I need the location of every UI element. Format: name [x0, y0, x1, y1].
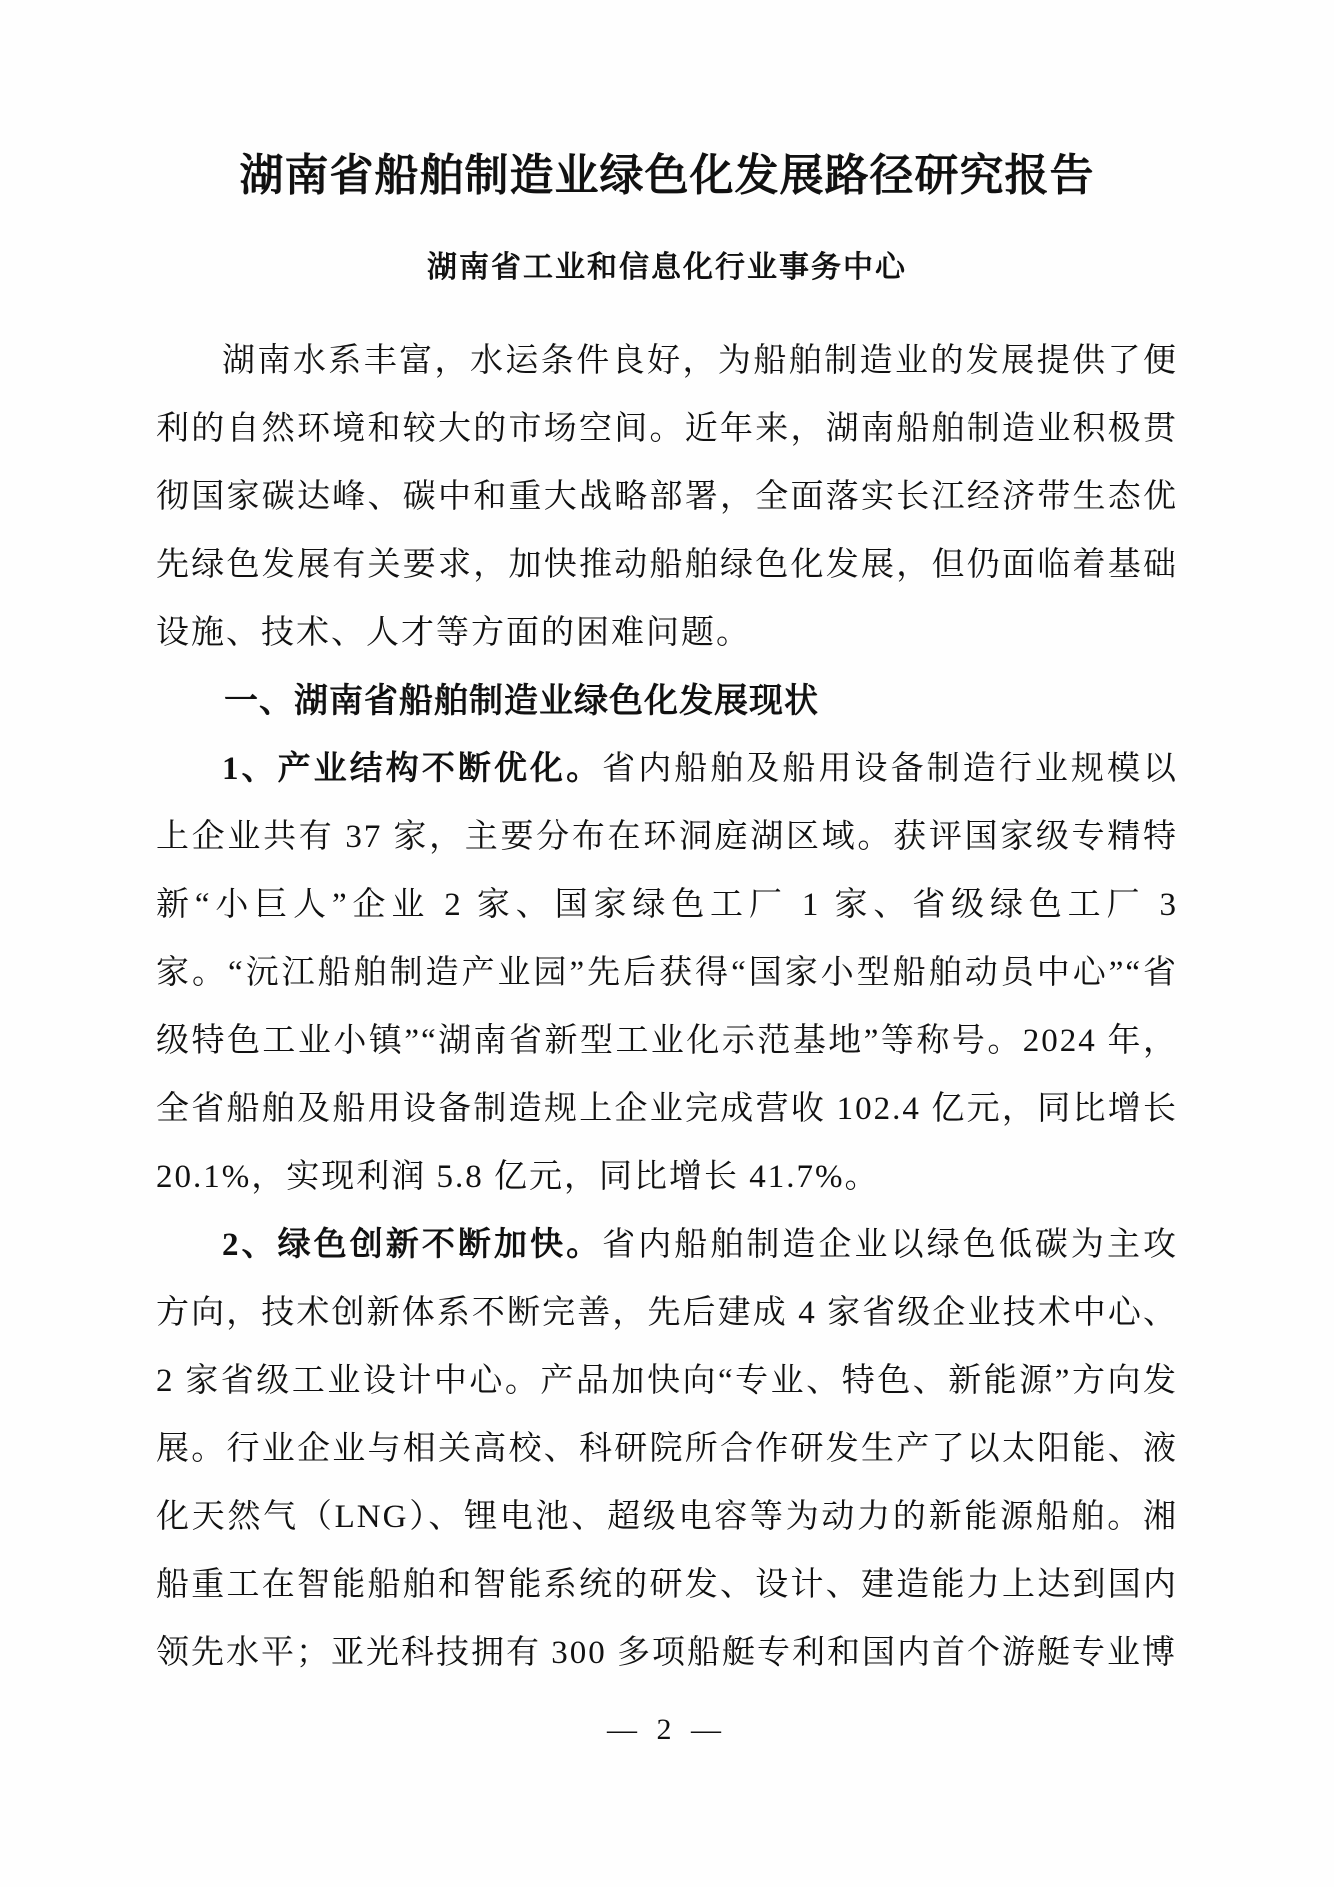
- paragraph-text: 省内船舶及船用设备制造行业规模以上企业共有 37 家，主要分布在环洞庭湖区域。获评国家级专精特新“小巨人”企业 2 家、国家绿色工厂 1 家、省级绿色工厂 3 家。“沅江船舶制造产业园”先后获得“国家小型船舶动员中心”“省级特色工业小镇”“湖南省新型工业化示范基地”等称号。2024 年，全省船舶及船用设备制造规上企业完成营收 102.4 亿元，同比增长 20.1%，实现利润 5.8 亿元，同比增长 41.7%。: [156, 751, 1179, 1196]
- paragraph-lead: 2、绿色创新不断加快。: [222, 1227, 603, 1264]
- paragraph: [156, 327, 1178, 667]
- paragraph-text: 一、湖南省船舶制造业绿色化发展现状: [224, 682, 819, 721]
- section-heading: [156, 667, 1178, 735]
- document-title: 湖南省船舶制造业绿色化发展路径研究报告: [239, 151, 1095, 200]
- paragraph: [156, 1211, 1178, 1687]
- page-number: — 2 —: [607, 1713, 727, 1746]
- paragraph: [156, 735, 1178, 1211]
- paragraph-text: 省内船舶制造企业以绿色低碳为主攻方向，技术创新体系不断完善，先后建成 4 家省级企业技术中心、2 家省级工业设计中心。产品加快向“专业、特色、新能源”方向发展。行业企业与相关高校、科研院所合作研发生产了以太阳能、液化天然气（LNG）、锂电池、超级电容等为动力的新能源船舶。湘船重工在智能船舶和智能系统的研发、设计、建造能力上达到国内领先水平；亚光科技拥有 300 多项船艇专利和国内首个游艇专业博: [156, 1227, 1179, 1672]
- paragraph-lead: 1、产业结构不断优化。: [222, 751, 603, 788]
- document-subtitle: 湖南省工业和信息化行业事务中心: [427, 250, 907, 284]
- paragraph-text: 湖南水系丰富，水运条件良好，为船舶制造业的发展提供了便利的自然环境和较大的市场空间。近年来，湖南船舶制造业积极贯彻国家碳达峰、碳中和重大战略部署，全面落实长江经济带生态优先绿色发展有关要求，加快推动船舶绿色化发展，但仍面临着基础设施、技术、人才等方面的困难问题。: [156, 343, 1178, 652]
- document-body: [156, 327, 1178, 1687]
